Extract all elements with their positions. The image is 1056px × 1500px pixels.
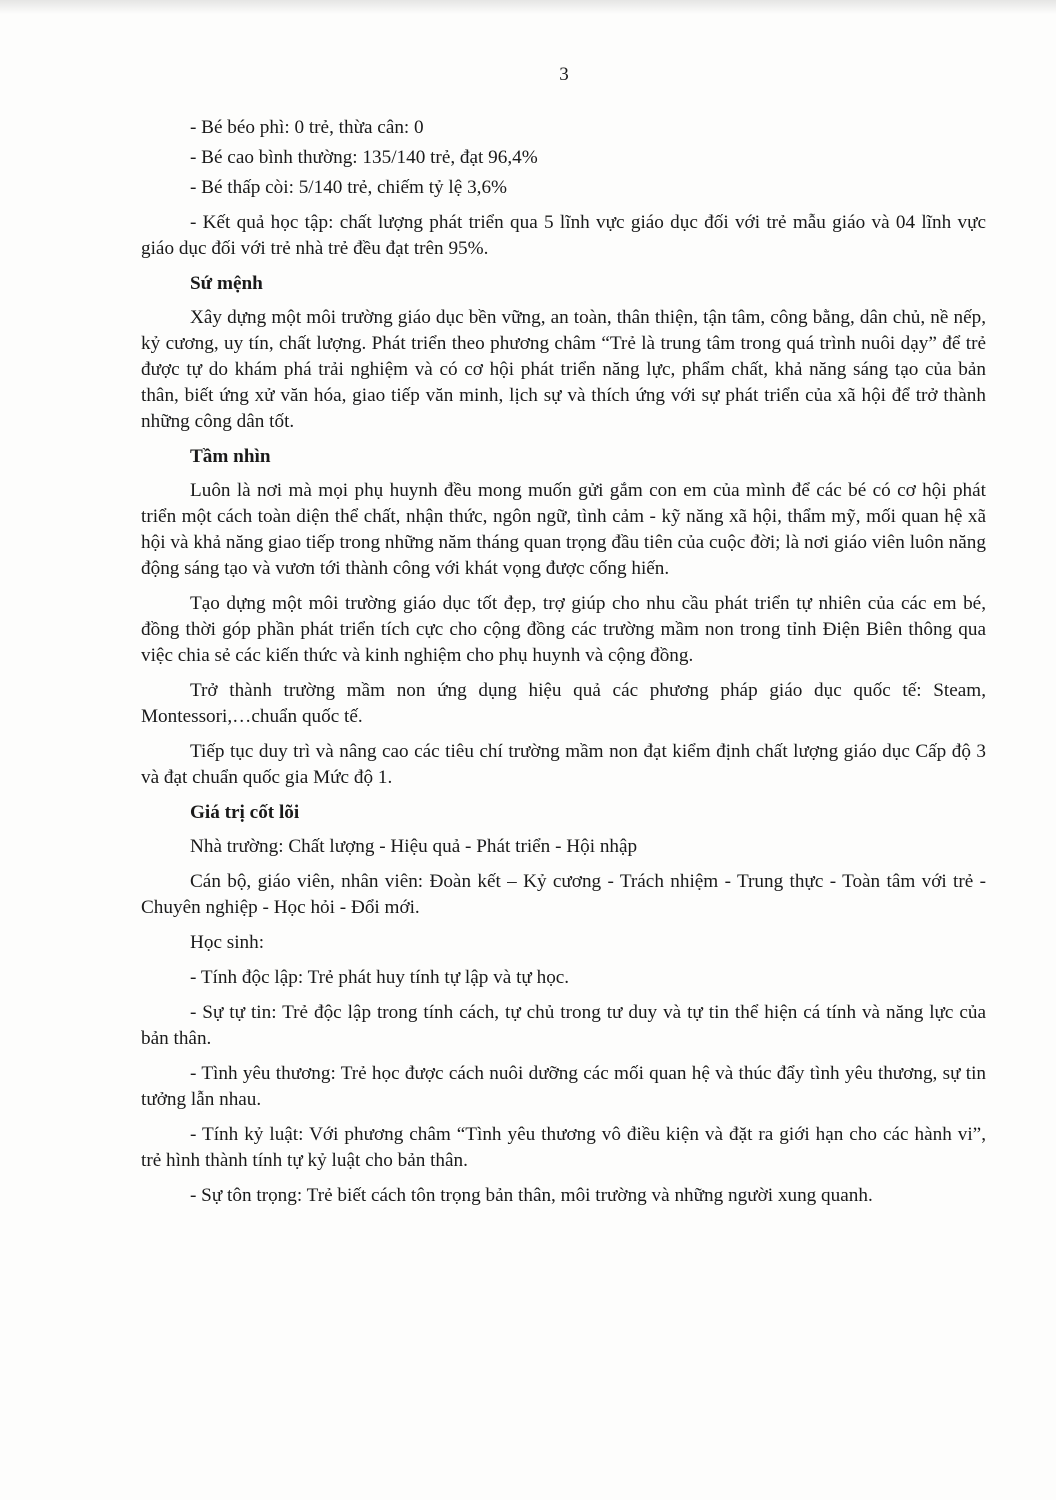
heading-mission: Sứ mệnh xyxy=(190,273,263,294)
paragraph-vision-4: Tiếp tục duy trì và nâng cao các tiêu chí trường mầm non đạt kiểm định chất lượng giáo dục Cấp độ 3 và đạt chuẩn quốc gia Mức độ 1. xyxy=(141,741,986,788)
paragraph-vision-1: Luôn là nơi mà mọi phụ huynh đều mong muốn gửi gắm con em của mình để các bé có cơ hội phát triển một cách toàn diện thể chất, nhận thức, ngôn ngữ, tình cảm - kỹ năng xã hội, thẩm mỹ, mối quan hệ xã hội và khả năng giao tiếp trong những năm tháng quan trọng đầu tiên của cuộc đời; là nơi giáo viên luôn năng động sáng tạo và vươn tới thành công với khát vọng được cống hiến. xyxy=(141,480,986,579)
paragraph-normal-height: - Bé cao bình thường: 135/140 trẻ, đạt 96,4% xyxy=(190,147,538,168)
page-number: 3 xyxy=(559,64,569,85)
paragraph-love: - Tình yêu thương: Trẻ học được cách nuôi dưỡng các mối quan hệ và thúc đẩy tình yêu thương, sự tin tưởng lẫn nhau. xyxy=(141,1063,986,1110)
scan-edge-shadow xyxy=(0,0,1056,14)
paragraph-students-label: Học sinh: xyxy=(190,932,265,953)
paragraph-stunted: - Bé thấp còi: 5/140 trẻ, chiếm tỷ lệ 3,6% xyxy=(190,177,508,198)
paragraph-discipline: - Tính kỷ luật: Với phương châm “Tình yêu thương vô điều kiện và đặt ra giới hạn cho các hành vi”, trẻ hình thành tính tự kỷ luật cho bản thân. xyxy=(141,1124,986,1171)
paragraph-staff-values: Cán bộ, giáo viên, nhân viên: Đoàn kết – Kỷ cương - Trách nhiệm - Trung thực - Toàn tâm với trẻ - Chuyên nghiệp - Học hỏi - Đổi mới. xyxy=(141,871,986,918)
paragraph-vision-2: Tạo dựng một môi trường giáo dục tốt đẹp, trợ giúp cho nhu cầu phát triển tự nhiên của các em bé, đồng thời góp phần phát triển tích cực cho cộng đồng các trường mầm non trong tỉnh Điện Biên thông qua việc chia sẻ các kiến thức và kinh nghiệm cho phụ huynh và cộng đồng. xyxy=(141,593,986,666)
heading-core-values: Giá trị cốt lõi xyxy=(190,802,300,823)
paragraph-school-values: Nhà trường: Chất lượng - Hiệu quả - Phát triển - Hội nhập xyxy=(190,836,638,857)
heading-vision: Tầm nhìn xyxy=(190,446,271,467)
paragraph-vision-3: Trở thành trường mầm non ứng dụng hiệu quả các phương pháp giáo dục quốc tế: Steam, Montessori,…chuẩn quốc tế. xyxy=(141,680,986,727)
paragraph-independence: - Tính độc lập: Trẻ phát huy tính tự lập và tự học. xyxy=(190,967,570,988)
paragraph-obesity: - Bé béo phì: 0 trẻ, thừa cân: 0 xyxy=(190,117,424,138)
paragraph-learning-results: - Kết quả học tập: chất lượng phát triển qua 5 lĩnh vực giáo dục đối với trẻ mẫu giáo và 04 lĩnh vực giáo dục đối với trẻ nhà trẻ đều đạt trên 95%. xyxy=(141,212,986,259)
paragraph-respect: - Sự tôn trọng: Trẻ biết cách tôn trọng bản thân, môi trường và những người xung quanh. xyxy=(190,1185,873,1206)
paragraph-confidence: - Sự tự tin: Trẻ độc lập trong tính cách, tự chủ trong tư duy và tự tin thể hiện cá tính và năng lực của bản thân. xyxy=(141,1002,986,1049)
document-body xyxy=(141,115,986,1218)
paragraph-mission: Xây dựng một môi trường giáo dục bền vững, an toàn, thân thiện, tận tâm, công bằng, dân chủ, nề nếp, kỷ cương, uy tín, chất lượng. Phát triển theo phương châm “Trẻ là trung tâm trong quá trình nuôi dạy” để trẻ được tự do khám phá trải nghiệm và có cơ hội phát triển năng lực, phẩm chất, khả năng sáng tạo của bản thân, biết ứng xử văn hóa, giao tiếp văn minh, lịch sự và thích ứng với sự phát triển của xã hội để trở thành những công dân tốt. xyxy=(141,307,986,432)
